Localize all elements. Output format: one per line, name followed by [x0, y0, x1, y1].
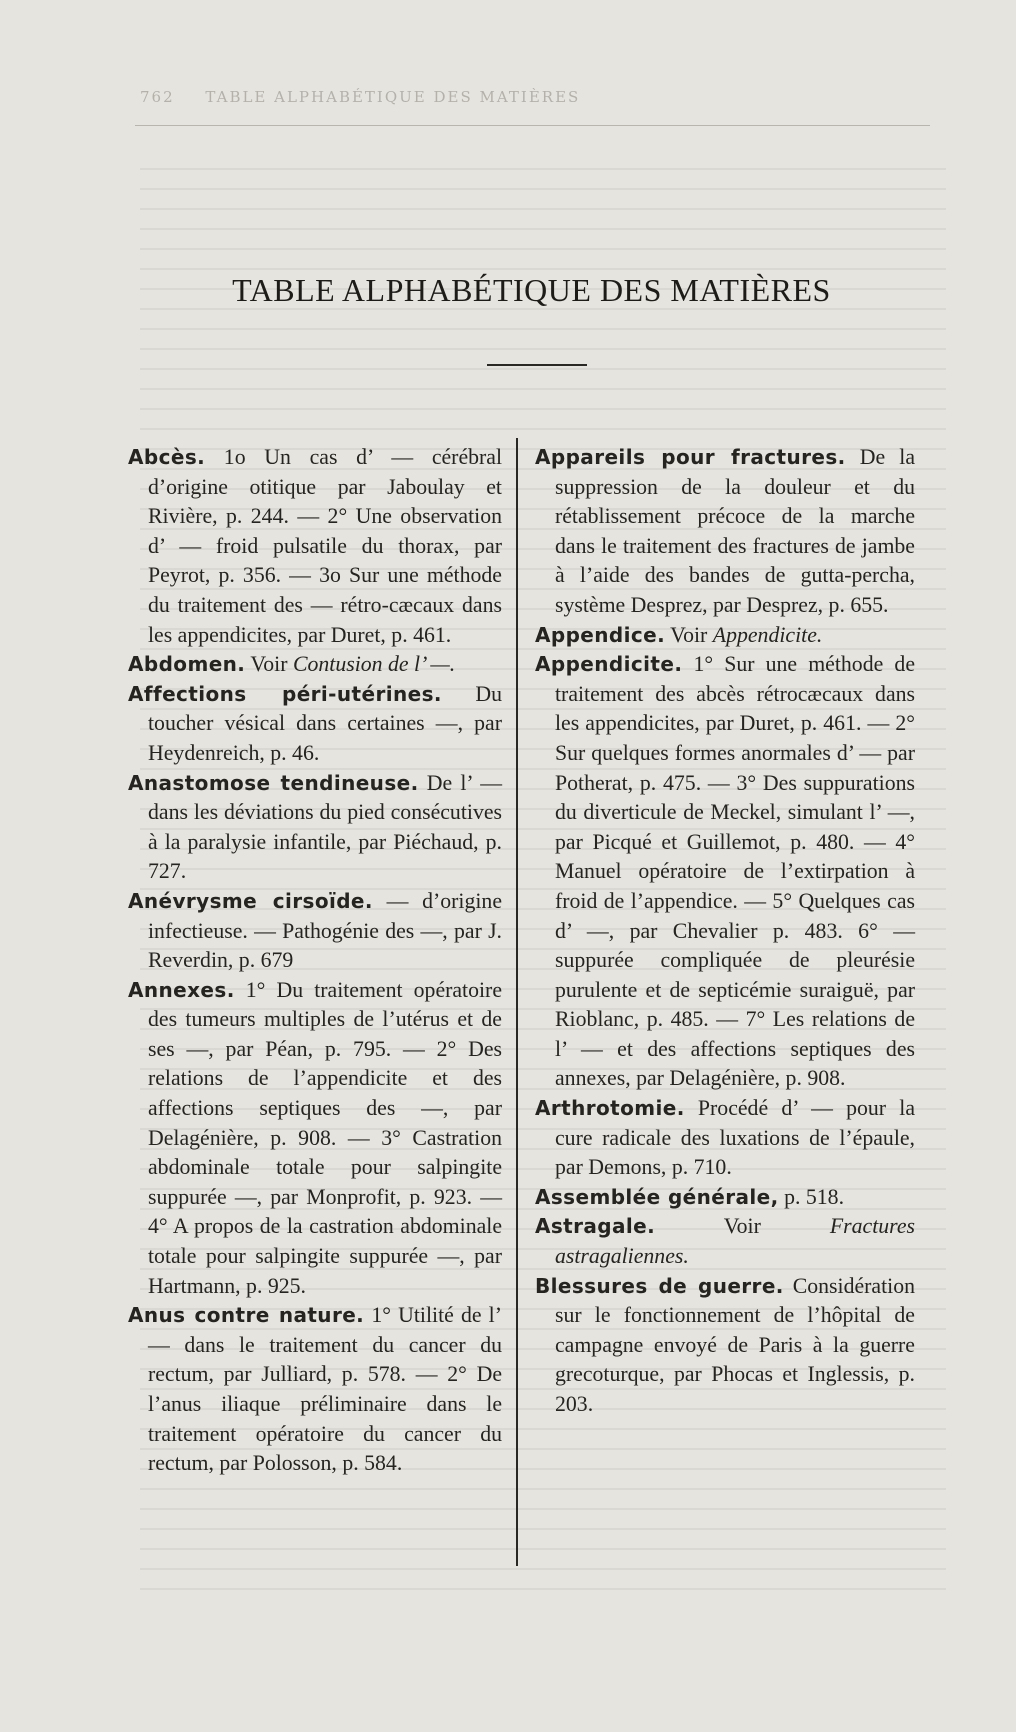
index-entry: [535, 621, 915, 651]
entry-heading: Affections péri-utérines.: [128, 681, 442, 706]
page-title: TABLE ALPHABÉTIQUE DES MATIÈRES: [232, 272, 831, 308]
index-entry: [128, 443, 502, 650]
left-column: [128, 443, 502, 1479]
header-rule: [135, 125, 930, 126]
entry-text: Procédé d’ — pour la cure radicale des luxations de l’épaule, par Demons, p. 710.: [555, 1096, 915, 1180]
index-entry: [535, 443, 915, 621]
entry-heading: Anus contre nature.: [128, 1303, 365, 1328]
entry-heading: Abcès.: [128, 445, 206, 469]
right-column: [535, 443, 915, 1420]
entry-heading: Anévrysme cirsoïde.: [128, 888, 373, 913]
page-number: 762: [140, 88, 175, 106]
entry-text: Du toucher vésical dans certaines —, par Heydenreich, p. 46.: [148, 681, 502, 765]
entry-heading: Assemblée générale,: [535, 1184, 779, 1209]
entry-cross-reference: Appendicite.: [712, 622, 823, 647]
index-entry: [535, 1094, 915, 1183]
index-entry: [128, 1301, 502, 1479]
entry-text: Voir: [655, 1214, 830, 1239]
entry-text: Voir: [245, 652, 293, 677]
column-divider: [516, 438, 518, 1566]
entry-text: De l’ — dans les déviations du pied consécutives à la paralysie infantile, par Piéchaud, p. 727.: [148, 770, 502, 884]
entry-text: Voir: [665, 622, 713, 647]
index-entry: [128, 650, 502, 680]
index-entry: [128, 976, 502, 1302]
entry-heading: Appendicite.: [535, 652, 683, 677]
running-head: [140, 88, 930, 106]
index-entry: [128, 887, 502, 976]
title-rule: [487, 364, 587, 366]
entry-cross-reference: Fractures astragaliennes.: [555, 1214, 915, 1269]
entry-text: 1° Utilité de l’ — dans le traitement du cancer du rectum, par Julliard, p. 578. — 2° De l’anus iliaque préliminaire dans le traitement opératoire du cancer du rectum, par Polosson, p. 584.: [148, 1303, 502, 1476]
entry-text: De la suppression de la douleur et du rétablissement précoce de la marche dans le traitement des fractures de jambe à l’aide des bandes de gutta-percha, système Desprez, par Desprez, p. 655.: [555, 445, 915, 617]
entry-cross-reference: Contusion de l’ —.: [292, 652, 456, 677]
entry-text: 1° Sur une méthode de traitement des abcès rétrocæcaux dans les appendicites, par Duret, p. 461. — 2° Sur quelques formes anormales d’ — par Potherat, p. 475. — 3° Des suppurations du diverticule de Meckel, simulant l’ —, par Picqué et Guillemot, p. 480. — 4° Manuel opératoire de l’extirpation à froid de l’appendice. — 5° Quelques cas d’ —, par Chevalier p. 483. 6° — suppurée compliquée de pleurésie purulente et de septicémie suraiguë, par Rioblanc, p. 485. — 7° Les relations de l’ — et des affections septiques des annexes, par Delagénière, p. 908.: [555, 652, 915, 1091]
entry-heading: Annexes.: [128, 977, 235, 1002]
entry-text: Considération sur le fonctionnement de l’hôpital de campagne envoyé de Paris à la guerre grecoturque, par Phocas et Inglessis, p. 203.: [555, 1273, 915, 1416]
entry-heading: Blessures de guerre.: [535, 1273, 784, 1298]
entry-heading: Abdomen.: [128, 652, 246, 677]
entry-heading: Arthrotomie.: [535, 1096, 685, 1121]
index-entry: [535, 1272, 915, 1420]
entry-text: 1° Du traitement opératoire des tumeurs multiples de l’utérus et de ses —, par Péan, p. 795. — 2° Des relations de l’appendicite et des affections septiques des —, par Delagénière, p. 908. — 3° Castration abdominale totale pour salpingite suppurée —, par Monprofit, p. 923. — 4° A propos de la castration abdominale totale pour salpingite suppurée —, par Hartmann, p. 925.: [148, 977, 502, 1298]
index-entry: [535, 650, 915, 1094]
index-entry: [128, 680, 502, 769]
entry-heading: Appareils pour fractures.: [535, 445, 846, 469]
entry-text: 1o Un cas d’ — cérébral d’origine otitique par Jaboulay et Rivière, p. 244. — 2° Une observation d’ — froid pulsatile du thorax, par Peyrot, p. 356. — 3o Sur une méthode du traitement des — rétro-cæcaux dans les appendicites, par Duret, p. 461.: [148, 445, 502, 647]
entry-heading: Anastomose tendineuse.: [128, 770, 419, 795]
entry-heading: Astragale.: [535, 1214, 656, 1239]
index-entry: [535, 1212, 915, 1271]
entry-heading: Appendice.: [535, 622, 666, 647]
running-head-text: TABLE ALPHABÉTIQUE DES MATIÈRES: [205, 88, 581, 106]
index-entry: [535, 1183, 915, 1213]
index-entry: [128, 769, 502, 887]
entry-text: — d’origine infectieuse. — Pathogénie des —, par J. Reverdin, p. 679: [148, 888, 502, 973]
entry-text: p. 518.: [778, 1184, 845, 1209]
